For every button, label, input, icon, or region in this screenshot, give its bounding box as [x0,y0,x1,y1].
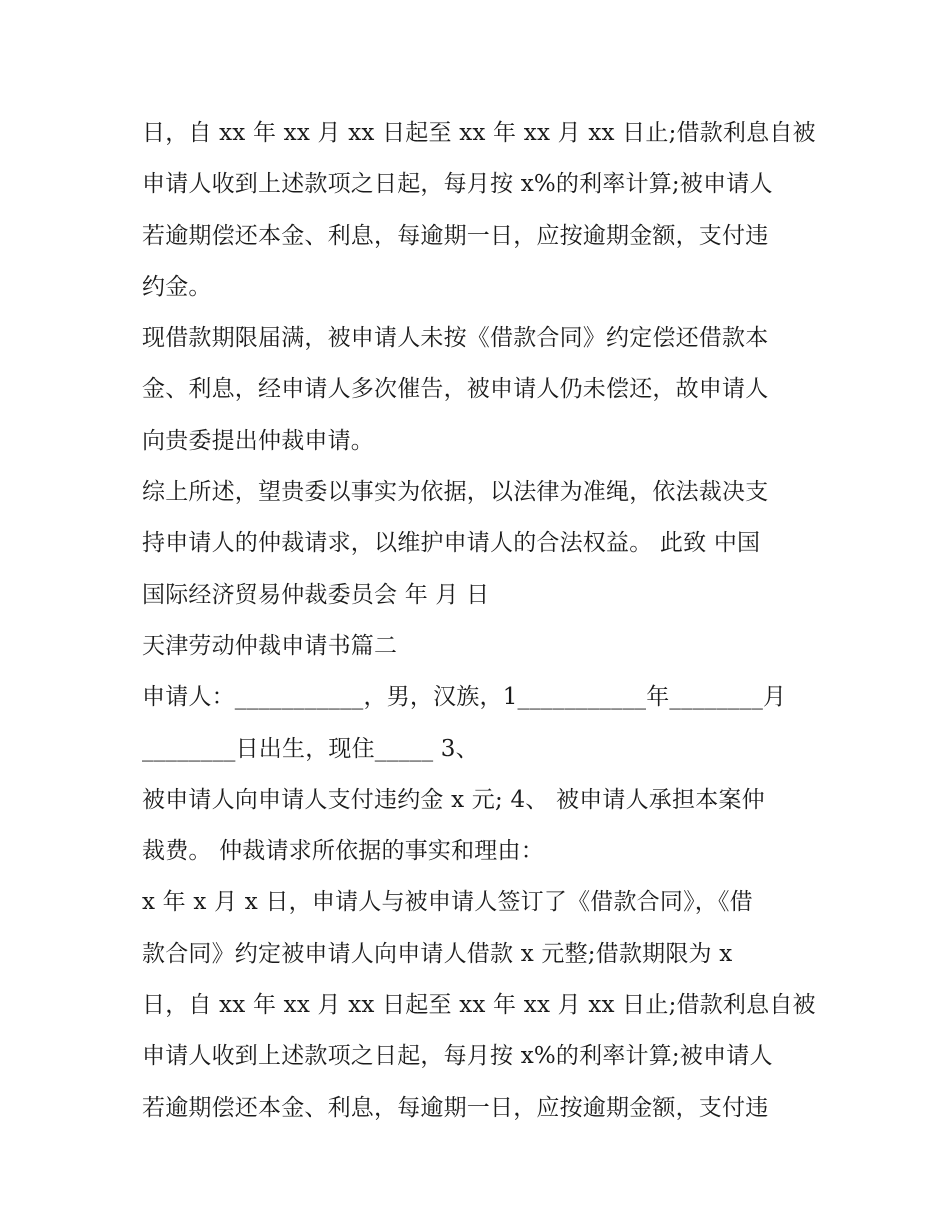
text-line: 若逾期偿还本金、利息，每逾期一日，应按逾期金额，支付违 [142,222,769,249]
text-line: 申请人：___________，男，汉族，1___________年________月 [142,684,787,711]
text-line: 综上所述，望贵委以事实为依据，以法律为准绳，依法裁决支 [142,479,769,506]
text-line: 现借款期限届满，被申请人未按《借款合同》约定偿还借款本 [142,325,769,352]
text-line: 申请人收到上述款项之日起，每月按 x%的利率计算;被申请人 [142,171,773,198]
text-line: 申请人收到上述款项之日起，每月按 x%的利率计算;被申请人 [142,1043,773,1070]
text-line: 被申请人向申请人支付违约金 x 元; 4、 被申请人承担本案仲 [142,786,765,813]
text-line: ________日出生，现住_____ 3、 [142,735,479,762]
text-line: 约金。 [142,273,212,300]
text-line: 持申请人的仲裁请求，以维护申请人的合法权益。 此致 中国 [142,530,761,557]
section-heading: 天津劳动仲裁申请书篇二 [142,632,398,659]
text-line: 金、利息，经申请人多次催告，被申请人仍未偿还，故申请人 [142,376,769,403]
text-line: 裁费。 仲裁请求所依据的事实和理由： [142,838,544,865]
text-line: 日，自 xx 年 xx 月 xx 日起至 xx 年 xx 月 xx 日止;借款利息自被 [142,120,816,146]
text-line: 日，自 xx 年 xx 月 xx 日起至 xx 年 xx 月 xx 日止;借款利息自被 [142,992,816,1019]
text-line: 向贵委提出仲裁申请。 [142,427,374,454]
text-line: 若逾期偿还本金、利息，每逾期一日，应按逾期金额，支付违 [142,1094,769,1121]
text-line: 国际经济贸易仲裁委员会 年 月 日 [142,581,490,608]
text-line: 款合同》约定被申请人向申请人借款 x 元整;借款期限为 x [142,940,733,967]
document-body [142,108,822,1134]
text-line: x 年 x 月 x 日，申请人与被申请人签订了《借款合同》，《借 [142,889,753,916]
